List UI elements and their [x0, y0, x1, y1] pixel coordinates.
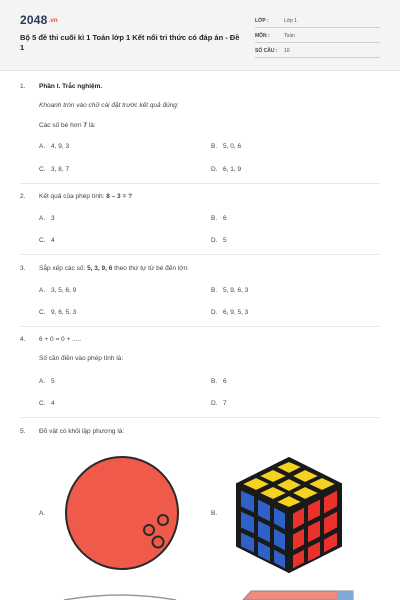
- option-c[interactable]: [39, 309, 76, 316]
- logo-suffix: .vn: [48, 17, 58, 24]
- option-text: 5, 9, 6, 3: [223, 287, 249, 294]
- option-text: 4, 9, 3: [51, 143, 70, 150]
- option-letter: C.: [39, 166, 46, 173]
- divider: [20, 417, 380, 418]
- option-b[interactable]: [211, 378, 227, 385]
- option-text: 7: [223, 400, 227, 407]
- option-letter: D.: [211, 400, 218, 407]
- site-logo[interactable]: [20, 13, 58, 27]
- option-text: 3, 8, 7: [51, 166, 70, 173]
- option-letter: B.: [211, 215, 218, 222]
- question-text: Các số bé hơn 7 là:: [39, 122, 96, 129]
- divider: [20, 326, 380, 327]
- option-letter: B.: [211, 287, 218, 294]
- option-text: 4: [51, 400, 55, 407]
- option-text: 3: [51, 215, 55, 222]
- option-text: 6: [223, 378, 227, 385]
- meta-subject: [255, 29, 380, 43]
- document-title: Bộ 5 đề thi cuối kì 1 Toán lớp 1 Kết nối tri thức có đáp án - Đề 1: [20, 33, 240, 52]
- option-letter: A.: [39, 287, 46, 294]
- option-letter: C.: [39, 237, 46, 244]
- section-title: Phần I. Trắc nghiệm.: [39, 83, 103, 90]
- option-text: 6, 9, 5, 3: [223, 309, 249, 316]
- option-letter: B.: [211, 378, 218, 385]
- option-d[interactable]: [211, 400, 227, 407]
- option-d[interactable]: [211, 237, 227, 244]
- image-option-b[interactable]: B.: [211, 510, 218, 517]
- option-letter: A.: [39, 143, 46, 150]
- option-text: 9, 6, 5, 3: [51, 309, 77, 316]
- option-a[interactable]: [39, 143, 69, 150]
- option-text: 6: [223, 215, 227, 222]
- option-text: 5, 0, 6: [223, 143, 242, 150]
- question-text: Sắp xếp các số: 5, 3, 9, 6 theo thứ tự từ bé đến lớn:: [39, 265, 189, 272]
- option-letter: D.: [211, 166, 218, 173]
- option-b[interactable]: [211, 215, 227, 222]
- option-letter: D.: [211, 309, 218, 316]
- option-text: 6, 1, 9: [223, 166, 242, 173]
- meta-question-count: [255, 44, 380, 58]
- option-b[interactable]: [211, 143, 241, 150]
- meta-value: 10: [284, 48, 290, 54]
- option-text: 5: [51, 378, 55, 385]
- option-letter: A.: [39, 215, 46, 222]
- question-number: 2.: [20, 193, 26, 200]
- option-letter: A.: [39, 378, 46, 385]
- question-number: 4.: [20, 336, 26, 343]
- partial-image-option-c: [60, 594, 180, 600]
- option-c[interactable]: [39, 237, 55, 244]
- image-option-a[interactable]: A.: [39, 510, 46, 517]
- rubiks-cube-icon[interactable]: [233, 454, 345, 576]
- option-a[interactable]: [39, 378, 55, 385]
- question-number: 3.: [20, 265, 26, 272]
- option-d[interactable]: [211, 309, 248, 316]
- option-a[interactable]: [39, 215, 55, 222]
- partial-image-option-d: [237, 589, 357, 600]
- meta-value: Lớp 1: [284, 18, 298, 24]
- option-d[interactable]: [211, 166, 241, 173]
- question-subtext: Số cần điền vào phép tính là:: [39, 355, 124, 362]
- option-letter: C.: [39, 309, 46, 316]
- option-letter: D.: [211, 237, 218, 244]
- document-header: [0, 0, 400, 71]
- question-text: Kết quả của phép tính: 8 – 3 = ?: [39, 193, 133, 200]
- option-letter: C.: [39, 400, 46, 407]
- option-a[interactable]: [39, 287, 76, 294]
- question-text: 6 + 0 = 0 + .....: [39, 336, 82, 343]
- meta-class: [255, 14, 380, 28]
- question-number: 5.: [20, 428, 26, 435]
- option-c[interactable]: [39, 166, 69, 173]
- option-text: 5: [223, 237, 227, 244]
- meta-label: LỚP :: [255, 18, 269, 24]
- option-c[interactable]: [39, 400, 55, 407]
- logo-text: 2048: [20, 13, 48, 27]
- divider: [20, 254, 380, 255]
- option-letter: B.: [211, 143, 218, 150]
- section-instruction: Khoanh tròn vào chữ cái đặt trước kết quả đúng:: [39, 102, 179, 109]
- question-text: Đồ vật có khối lập phương là:: [39, 428, 125, 435]
- option-b[interactable]: [211, 287, 248, 294]
- question-number: 1.: [20, 83, 26, 90]
- option-text: 3, 5, 6, 9: [51, 287, 77, 294]
- option-text: 4: [51, 237, 55, 244]
- meta-label: SỐ CÂU :: [255, 48, 278, 54]
- meta-value: Toán: [284, 33, 295, 39]
- bowling-ball-icon[interactable]: [63, 454, 181, 572]
- divider: [20, 183, 380, 184]
- meta-label: MÔN :: [255, 33, 270, 39]
